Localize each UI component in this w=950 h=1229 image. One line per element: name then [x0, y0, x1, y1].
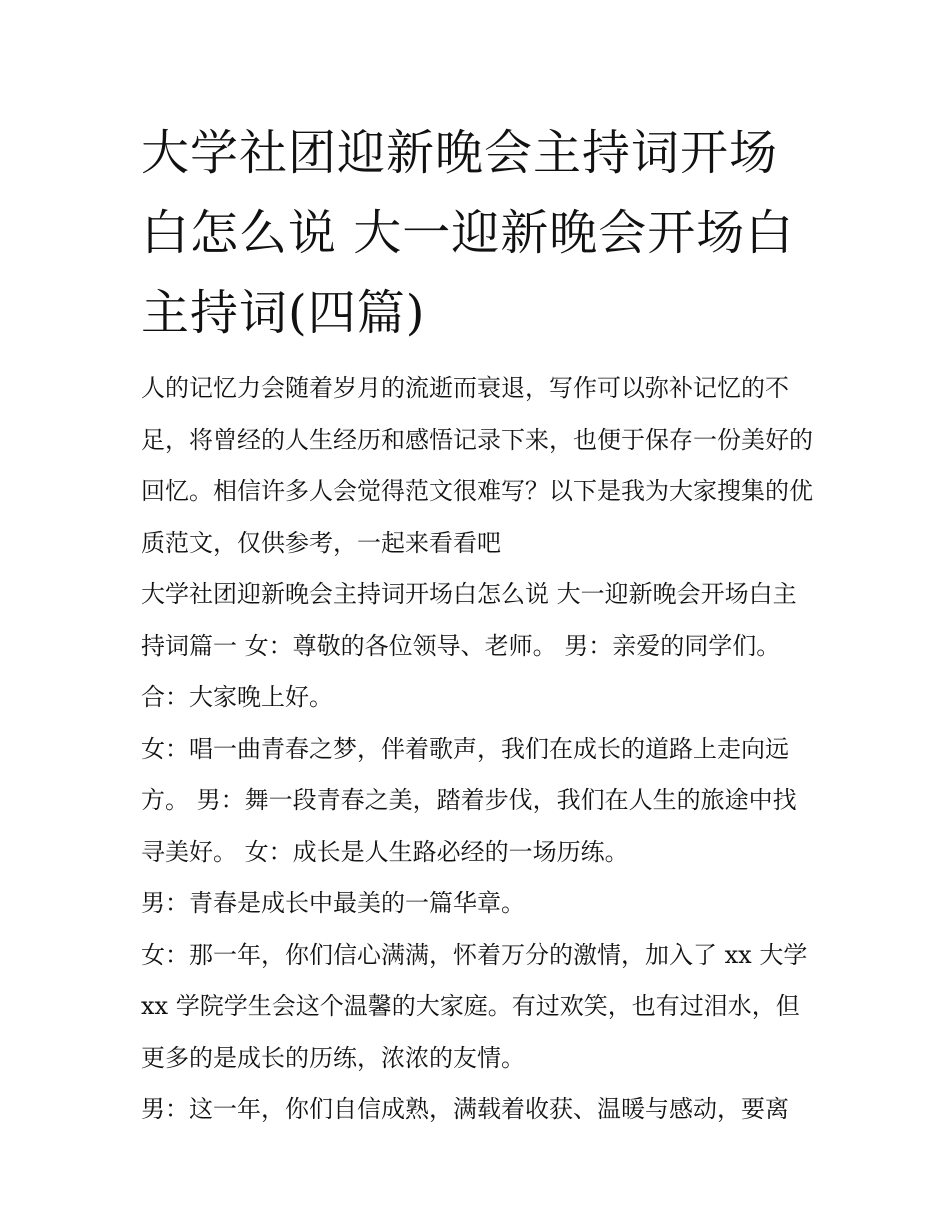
document-title: 大学社团迎新晚会主持词开场白怎么说 大一迎新晚会开场白主持词(四篇): [141, 125, 795, 341]
paragraph-dialogue-2: 男：青春是成长中最美的一篇华章。: [141, 889, 525, 917]
paragraph-opening: 大学社团迎新晚会主持词开场白怎么说 大一迎新晚会开场白主持词篇一 女：尊敬的各位领导、老师。 男：亲爱的同学们。 合：大家晚上好。: [141, 580, 797, 711]
paragraph-dialogue-3: 女：那一年，你们信心满满，怀着万分的激情，加入了 xx 大学 xx 学院学生会这个温馨的大家庭。有过欢笑，也有过泪水，但更多的是成长的历练，浓浓的友情。: [141, 940, 808, 1072]
paragraph-dialogue-1: 女：唱一曲青春之梦，伴着歌声，我们在成长的道路上走向远方。 男：舞一段青春之美，踏着步伐，我们在人生的旅途中找寻美好。 女：成长是人生路必经的一场历练。: [141, 734, 797, 866]
paragraph-dialogue-4: 男：这一年，你们自信成熟，满载着收获、温暖与感动，要离: [141, 1095, 789, 1123]
paragraph-intro: 人的记忆力会随着岁月的流逝而衰退，写作可以弥补记忆的不足，将曾经的人生经历和感悟记录下来，也便于保存一份美好的回忆。相信许多人会觉得范文很难写？以下是我为大家搜集的优质范文，仅供参考，一起来看看吧: [141, 374, 813, 557]
document-content: [141, 113, 813, 1136]
document-body: [141, 363, 813, 1136]
